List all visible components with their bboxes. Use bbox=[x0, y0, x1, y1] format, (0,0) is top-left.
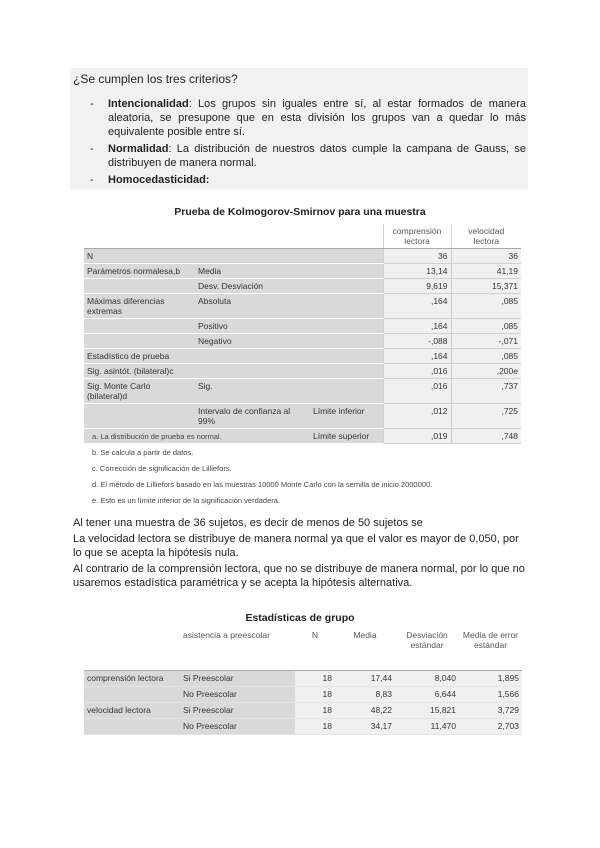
row-variable: velocidad lectora bbox=[84, 702, 180, 718]
ks-row-label bbox=[310, 279, 383, 294]
ks-row-label bbox=[310, 379, 383, 404]
criteria-text: : La distribución de nuestros datos cumple la campana de Gauss, se distribuyen de manera normal. bbox=[108, 143, 526, 169]
group-stats-table bbox=[84, 628, 522, 735]
cell-mean: 8,83 bbox=[335, 686, 395, 702]
paragraph: Al contrario de la comprensión lectora, que no se distribuye de manera normal, por lo que no usaremos estadística paramétrica y se acepta la hipótesis alternativa. bbox=[73, 563, 525, 589]
criteria-term: Intencionalidad bbox=[108, 98, 189, 110]
row-group: No Preescolar bbox=[180, 686, 295, 702]
cell-n: 18 bbox=[295, 670, 335, 686]
ks-table bbox=[84, 224, 521, 444]
ks-cell-value: ,016 bbox=[383, 364, 451, 379]
ks-row-label bbox=[84, 334, 195, 349]
footnote: a. La distribución de prueba es normal. bbox=[92, 432, 222, 441]
group-col-header: N bbox=[295, 628, 335, 670]
table-row bbox=[84, 349, 521, 364]
footnotes bbox=[92, 432, 432, 512]
ks-cell-value: 41,19 bbox=[451, 264, 521, 279]
ks-cell-value: ,012 bbox=[383, 404, 451, 429]
ks-row-label: Estadístico de prueba bbox=[84, 349, 195, 364]
group-col-header: Media de error estándar bbox=[459, 628, 522, 670]
ks-row-label bbox=[310, 249, 383, 264]
ks-row-label bbox=[310, 349, 383, 364]
ks-cell-value: -,088 bbox=[383, 334, 451, 349]
ks-cell-value: -,071 bbox=[451, 334, 521, 349]
ks-row-label: Absoluta bbox=[195, 294, 310, 319]
cell-mean: 34,17 bbox=[335, 718, 395, 734]
cell-mean: 17,44 bbox=[335, 670, 395, 686]
group-col-header: asistencia a preescolar bbox=[180, 628, 295, 670]
ks-row-label: Límite superior bbox=[310, 429, 383, 444]
ks-cell-value: ,085 bbox=[451, 319, 521, 334]
table-row bbox=[84, 249, 521, 264]
ks-cell-value: 36 bbox=[451, 249, 521, 264]
ks-row-label: Positivo bbox=[195, 319, 310, 334]
cell-se: 2,703 bbox=[459, 718, 522, 734]
footnote: c. Corrección de significación de Lilliefors. bbox=[92, 464, 232, 473]
table-row bbox=[84, 404, 521, 429]
ks-row-label: Sig. asintót. (bilateral)c bbox=[84, 364, 195, 379]
group-col-header: Desviación estándar bbox=[395, 628, 459, 670]
criteria-term: Homocedasticidad: bbox=[108, 174, 210, 186]
row-variable bbox=[84, 718, 180, 734]
cell-se: 3,729 bbox=[459, 702, 522, 718]
table-row bbox=[84, 334, 521, 349]
ks-row-label bbox=[84, 319, 195, 334]
cell-n: 18 bbox=[295, 702, 335, 718]
ks-cell-value: ,016 bbox=[383, 379, 451, 404]
ks-cell-value: ,164 bbox=[383, 319, 451, 334]
ks-row-label: Media bbox=[195, 264, 310, 279]
ks-row-label bbox=[195, 364, 310, 379]
cell-n: 18 bbox=[295, 686, 335, 702]
ks-table-title: Prueba de Kolmogorov-Smirnov para una muestra bbox=[174, 206, 426, 218]
cell-mean: 48,22 bbox=[335, 702, 395, 718]
ks-row-label: Negativo bbox=[195, 334, 310, 349]
ks-row-label: Máximas diferencias extremas bbox=[84, 294, 195, 319]
cell-se: 1,895 bbox=[459, 670, 522, 686]
ks-cell-value: ,164 bbox=[383, 294, 451, 319]
table-row bbox=[84, 264, 521, 279]
cell-se: 1,566 bbox=[459, 686, 522, 702]
ks-row-label: Sig. Monte Carlo (bilateral)d bbox=[84, 379, 195, 404]
ks-row-label bbox=[195, 249, 310, 264]
ks-row-label bbox=[310, 319, 383, 334]
ks-row-label bbox=[310, 334, 383, 349]
criteria-item bbox=[88, 173, 526, 187]
criteria-term: Normalidad bbox=[108, 143, 169, 155]
ks-row-label: Intervalo de confianza al 99% bbox=[195, 404, 310, 429]
criteria-item bbox=[88, 97, 526, 139]
criteria-text: : Los grupos sin iguales entre sí, al estar formados de manera aleatoria, se presupone que en esta división los grupos van a quedar lo más equivalente posible entre sí. bbox=[108, 98, 526, 138]
group-table-title: Estadísticas de grupo bbox=[245, 612, 355, 624]
ks-cell-value: ,164 bbox=[383, 349, 451, 364]
ks-cell-value: ,085 bbox=[451, 294, 521, 319]
ks-row-label bbox=[310, 364, 383, 379]
row-group: Si Preescolar bbox=[180, 670, 295, 686]
paragraph: La velocidad lectora se distribuye de manera normal ya que el valor es mayor de 0,050, por lo que se acepta la hipótesis nula. bbox=[73, 533, 519, 559]
criteria-item bbox=[88, 142, 526, 170]
ks-row-label bbox=[84, 279, 195, 294]
row-group: Si Preescolar bbox=[180, 702, 295, 718]
ks-col-header: comprensión lectora bbox=[383, 224, 451, 249]
row-variable: comprensión lectora bbox=[84, 670, 180, 686]
table-row bbox=[84, 379, 521, 404]
ks-cell-value: ,748 bbox=[451, 429, 521, 444]
ks-row-label: Límite inferior bbox=[310, 404, 383, 429]
group-col-header bbox=[84, 628, 180, 670]
ks-row-label: Sig. bbox=[195, 379, 310, 404]
table-row bbox=[84, 702, 522, 718]
ks-cell-value: 36 bbox=[383, 249, 451, 264]
footnote: b. Se calcula a partir de datos. bbox=[92, 448, 194, 457]
cell-sd: 6,644 bbox=[395, 686, 459, 702]
ks-cell-value: 13,14 bbox=[383, 264, 451, 279]
ks-row-label bbox=[310, 294, 383, 319]
footnote: d. El método de Lilliefors basado en las muestras 10000 Monte Carlo con la semilla de inicio 2000000. bbox=[92, 480, 433, 489]
table-row bbox=[84, 279, 521, 294]
table-row bbox=[84, 364, 521, 379]
ks-cell-value: ,200e bbox=[451, 364, 521, 379]
cell-sd: 8,040 bbox=[395, 670, 459, 686]
table-row bbox=[84, 319, 521, 334]
cell-sd: 15,821 bbox=[395, 702, 459, 718]
ks-row-label: Desv. Desviación bbox=[195, 279, 310, 294]
paragraph: Al tener una muestra de 36 sujetos, es decir de menos de 50 sujetos se bbox=[73, 517, 423, 529]
ks-col-header: velocidad lectora bbox=[451, 224, 521, 249]
group-col-header: Media bbox=[335, 628, 395, 670]
cell-sd: 11,470 bbox=[395, 718, 459, 734]
table-row bbox=[84, 686, 522, 702]
ks-cell-value: 9,619 bbox=[383, 279, 451, 294]
table-row bbox=[84, 294, 521, 319]
ks-row-label bbox=[84, 404, 195, 429]
ks-row-label: N bbox=[84, 249, 195, 264]
ks-cell-value: ,019 bbox=[383, 429, 451, 444]
ks-row-label: Parámetros normalesa,b bbox=[84, 264, 195, 279]
footnote: e. Esto es un límite inferior de la significación verdadera. bbox=[92, 496, 281, 505]
question-heading: ¿Se cumplen los tres criterios? bbox=[73, 72, 238, 86]
ks-row-label bbox=[310, 264, 383, 279]
cell-n: 18 bbox=[295, 718, 335, 734]
ks-cell-value: ,725 bbox=[451, 404, 521, 429]
table-row bbox=[84, 670, 522, 686]
criteria-list bbox=[88, 97, 526, 190]
ks-cell-value: ,085 bbox=[451, 349, 521, 364]
ks-cell-value: ,737 bbox=[451, 379, 521, 404]
row-group: No Preescolar bbox=[180, 718, 295, 734]
row-variable bbox=[84, 686, 180, 702]
ks-cell-value: 15,371 bbox=[451, 279, 521, 294]
table-row bbox=[84, 718, 522, 734]
ks-row-label bbox=[195, 349, 310, 364]
